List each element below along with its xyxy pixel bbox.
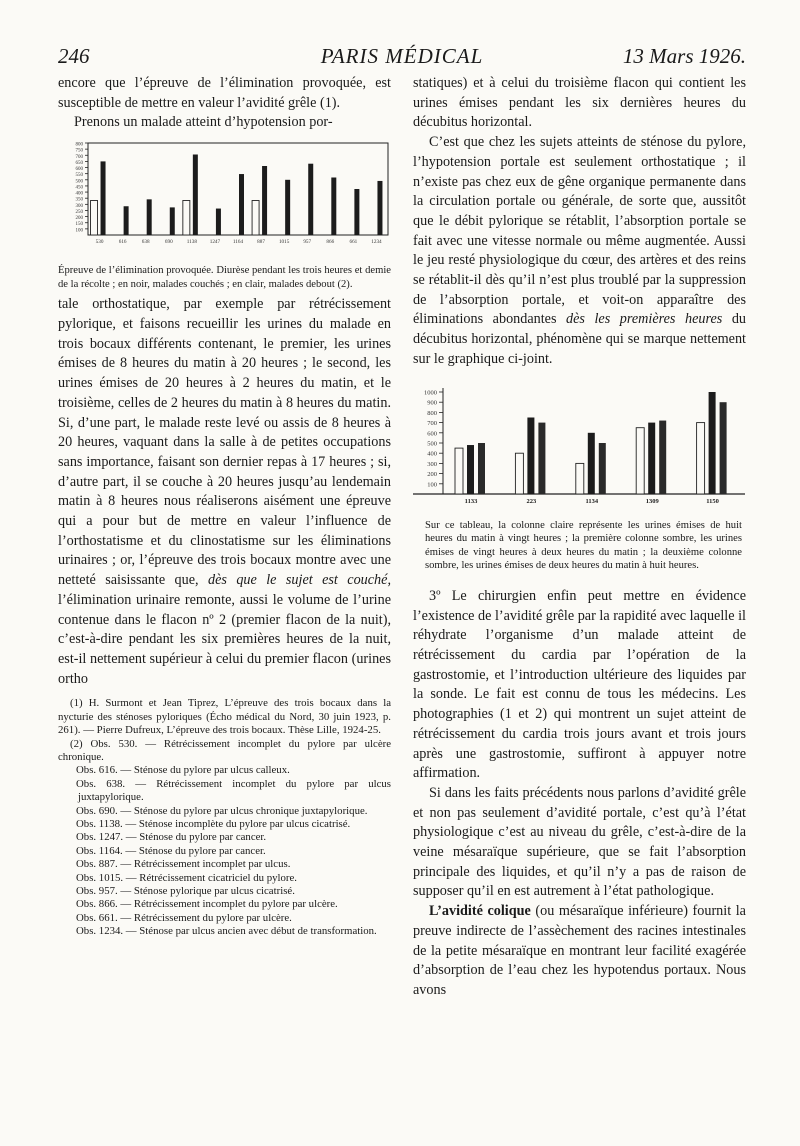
y-tick-label: 400: [427, 450, 437, 458]
bar-lying: [170, 208, 175, 236]
y-tick-label: 700: [427, 419, 437, 427]
y-tick-label: 700: [75, 154, 83, 160]
plot-frame: [88, 143, 388, 235]
text-run: du décubitus horizontal, phénomène qui se marque nettement sur le graphique ci-joint.: [413, 311, 746, 367]
footnote-obs: Obs. 1138. — Sténose incomplète du pylore par ulcus cicatrisé.: [76, 818, 351, 831]
y-tick-label: 650: [75, 161, 83, 167]
footnote: (2) Obs. 530. — Rétrécissement incomplet du pylore par ulcère chronique.: [58, 737, 391, 763]
bar-night-1: [648, 422, 655, 493]
bar-lying: [239, 174, 244, 235]
bar-night-1: [709, 392, 716, 494]
footnote-obs: Obs. 616. — Sténose du pylore par ulcus calleux.: [76, 764, 290, 777]
bar-standing: [91, 201, 98, 236]
bar-day: [515, 453, 523, 494]
bar-lying: [193, 155, 198, 236]
y-tick-label: 750: [75, 148, 83, 154]
footnote-obs: Obs. 661. — Rétrécissement du pylore par ulcère.: [76, 911, 292, 924]
footnote-obs: Obs. 1015. — Rétrécissement cicatriciel du pylore.: [76, 871, 297, 884]
footnote-obs: Obs. 887. — Rétrécissement incomplet par ulcus.: [76, 858, 291, 871]
page-number: 246: [58, 44, 90, 68]
bar-standing: [252, 201, 259, 236]
page-header: [58, 44, 746, 70]
left-column: [58, 74, 391, 939]
bar-night-2: [478, 443, 485, 494]
footnote: (1) H. Surmont et Jean Tiprez, L’épreuve des trois bocaux dans la nycturie des sténoses pyloriques (Écho médical du Nord, 30 juin 1923, p. 261). — Pierre Dufreux, L’épreuve des trois bocaux. Thèse Lille, 1924-25.: [58, 697, 391, 737]
paragraph: [413, 902, 746, 1001]
issue-date: 13 Mars 1926.: [622, 44, 746, 68]
figure-2-caption: Sur ce tableau, la colonne claire représente les urines émises de huit heures du matin à vingt heures ; la première colonne sombre, les urines émises de vingt heures à deux heures du matin ; la deuxième colonne sombre, les urines émises de deux heures du matin à huit heures.: [425, 519, 742, 572]
right-column: [413, 74, 746, 1001]
bar-night-1: [467, 445, 474, 494]
bar-lying: [285, 180, 290, 235]
y-tick-label: 200: [427, 470, 437, 478]
bar-night-2: [538, 422, 545, 493]
bar-chart-1: [58, 139, 391, 257]
footnote-obs: Obs. 1164. — Sténose du pylore par cancer.: [76, 844, 266, 857]
footnote-obs: Obs. 866. — Rétrécissement incomplet du pylore par ulcère.: [76, 898, 338, 911]
bar-day: [455, 448, 463, 494]
y-tick-label: 400: [75, 191, 83, 197]
bar-lying: [101, 162, 106, 236]
bold-lead: L’avidité colique: [429, 903, 531, 920]
bar-night-1: [527, 417, 534, 494]
italic-text: dès que le sujet est couché,: [208, 572, 391, 589]
footnote-obs: Obs. 957. — Sténose pylorique par ulcus cicatrisé.: [76, 885, 295, 898]
bar-lying: [216, 209, 221, 235]
text-run: tale orthostatique, par exemple par rétrécissement pylorique, et faisons recueillir les urines du malade en trois bocaux différents contenant, le premier, les urines émises de 8 heures du matin à 20 heures ; le second, les urines émises de 20 heures à 2 heures du matin, et le troisième, celles de 2 heures du matin à 8 heures du matin. Si, d’une part, le malade reste levé ou assis de 8 heures à 20 heures, vaquant dans la salle à de petites occupations sans importance, faisant son dernier repas à 17 heures ; si, d’autre part, il se couche à 20 heures jusqu’au lendemain matin à 8 heures nous réaliserons aisément une épreuve qui a pour but de mettre en valeur l’influence de l’orthostatisme et du clinostatisme sur les éliminations urinaires ; or, l’épreuve des trois bocaux montre avec une netteté saisissante que,: [58, 296, 391, 589]
y-tick-label: 300: [75, 203, 83, 209]
y-tick-label: 1000: [424, 389, 437, 397]
x-tick-label: 1150: [706, 497, 719, 505]
x-tick-label: 1164: [232, 239, 244, 246]
y-tick-label: 300: [427, 460, 437, 468]
x-tick-label: 690: [164, 239, 173, 246]
footnote-obs: Obs. 638. — Rétrécissement incomplet du pylore par ulcus juxtapylorique.: [76, 777, 391, 804]
bar-night-2: [599, 443, 606, 494]
figure-2: [413, 382, 746, 573]
x-tick-label: 866: [326, 239, 335, 246]
x-tick-label: 223: [526, 497, 537, 505]
x-tick-label: 1247: [209, 239, 221, 246]
paragraph: Prenons un malade atteint d’hypotension por-: [74, 114, 333, 131]
y-tick-label: 550: [75, 173, 83, 179]
x-tick-label: 957: [303, 239, 312, 246]
paragraph: [413, 133, 746, 369]
x-tick-label: 530: [95, 239, 104, 246]
bar-lying: [147, 199, 152, 235]
paragraph: Si dans les faits précédents nous parlons d’avidité grêle et non pas seulement d’avidité portale, c’est qu’à l’état physiologique c’est au niveau du grêle, c’est-à-dire de la veine mésaraïque supérieure, que se fait l’absorption principale des liquides, et qu’il n’y a pas de raison de supposer qu’il en est autrement à l’état pathologique.: [413, 784, 746, 900]
bar-lying: [331, 178, 336, 236]
x-tick-label: 638: [141, 239, 150, 246]
y-tick-label: 200: [75, 216, 83, 222]
italic-text: dès les premières heures: [566, 311, 723, 328]
x-tick-label: 1015: [278, 239, 290, 246]
y-tick-label: 100: [427, 480, 437, 488]
y-tick-label: 450: [75, 185, 83, 191]
x-tick-label: 1138: [186, 239, 197, 246]
y-tick-label: 600: [427, 429, 437, 437]
text-run: C’est que chez les sujets atteints de sténose du pylore, l’hypotension portale est seulement orthostatique ; il n’existe pas chez eux de gêne organique permanente dans la circulation portale ou générale, de sorte que, aussitôt que le débit pylorique se rétablit, l’absorption portale se fait avec une vitesse normale ou même augmentée. Aussi le jeu resté physiologique du cœur, des artères et des reins se rétablit-il dès qu’il n’est plus troublé par la suppression de l’absorption portale, et voit-on apparaître des éliminations abondantes: [413, 134, 746, 328]
text-run: l’élimination urinaire remonte, aussi le volume de l’urine contenue dans le flacon nº 2 (premier flacon de la nuit), c’est-à-dire pendant les six premières heures de la nuit, est-il nettement supérieur à celui du premier flacon (urines ortho: [58, 591, 391, 687]
bar-lying: [308, 164, 313, 235]
x-tick-label: 1133: [464, 497, 478, 505]
y-tick-label: 500: [427, 440, 437, 448]
bar-standing: [183, 201, 190, 236]
x-tick-label: 887: [257, 239, 265, 246]
x-tick-label: 1134: [585, 497, 599, 505]
journal-title: PARIS MÉDICAL: [320, 44, 484, 68]
paragraph: encore que l’épreuve de l’élimination provoquée, est susceptible de mettre en valeur l’avidité grêle (1).: [58, 75, 391, 111]
y-tick-label: 600: [75, 167, 83, 173]
paragraph: statiques) et à celui du troisième flacon qui contient les urines émises pendant les six dernières heures du décubitus horizontal.: [413, 75, 746, 131]
bar-chart-2: [413, 382, 746, 512]
y-tick-label: 900: [427, 399, 437, 407]
paragraph: 3º Le chirurgien enfin peut mettre en évidence l’existence de l’avidité grêle par la rapidité avec laquelle il réhydrate l’organisme d’un malade atteint de rétrécissement du cardia par l’opération de la gastrostomie, et l’introduction ultérieure des liquides par la sonde. Le fait est connu de tous les médecins. Les photographies (1 et 2) qui montrent un sujet atteint de rétrécissement du cardia trois jours avant et trois jours après une gastrostomie, suffiront à appuyer notre affirmation.: [413, 587, 746, 782]
x-tick-label: 1234: [371, 239, 382, 246]
y-tick-label: 100: [75, 228, 83, 234]
bar-lying: [377, 181, 382, 235]
x-tick-label: 661: [349, 239, 358, 246]
y-tick-label: 150: [75, 222, 83, 228]
y-tick-label: 350: [75, 197, 83, 203]
bar-lying: [262, 166, 267, 235]
bar-night-2: [720, 402, 727, 494]
y-tick-label: 800: [75, 142, 83, 148]
footnote-obs: Obs. 1234. — Sténose par ulcus ancien avec début de transformation.: [76, 925, 377, 938]
y-tick-label: 800: [427, 409, 437, 417]
footnote-obs: Obs. 1247. — Sténose du pylore par cancer.: [76, 831, 267, 844]
bar-day: [576, 463, 584, 494]
x-tick-label: 1309: [645, 497, 659, 505]
bar-day: [697, 422, 705, 493]
text-run: (ou mésaraïque inférieure) fournit la preuve indirecte de l’assèchement des racines intestinales de la petite mésaraïque en montrant leur facilité exagérée d’absorption de l’eau chez les hypotendus portaux. Nous avons: [413, 903, 746, 998]
paragraph: [58, 295, 391, 689]
bar-night-1: [588, 432, 595, 493]
bar-day: [636, 427, 644, 493]
bar-lying: [354, 189, 359, 235]
bar-night-2: [659, 420, 666, 493]
figure-1-caption: Épreuve de l’élimination provoquée. Diurèse pendant les trois heures et demie de la récolte ; en noir, malades couchés ; en clair, malades debout (2).: [58, 265, 391, 290]
x-tick-label: 616: [118, 239, 127, 246]
y-tick-label: 500: [75, 179, 83, 185]
figure-1: [58, 139, 391, 291]
bar-lying: [124, 206, 129, 235]
footnote-obs: Obs. 690. — Sténose du pylore par ulcus chronique juxtapylorique.: [76, 804, 368, 817]
y-tick-label: 250: [75, 210, 83, 216]
